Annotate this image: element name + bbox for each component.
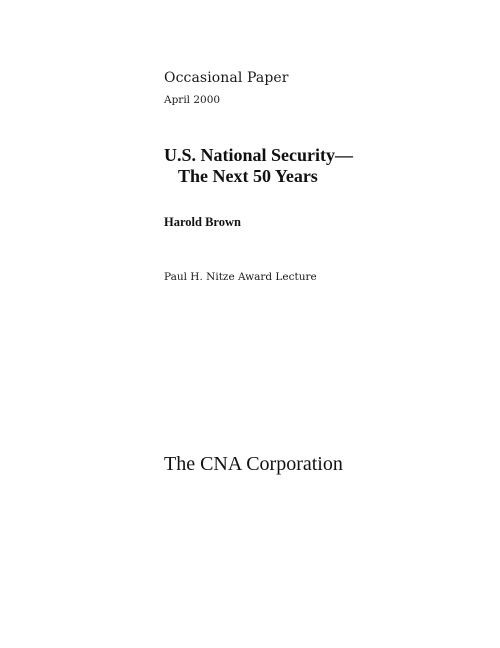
publication-date: April 2000 (164, 94, 221, 106)
series-label: Occasional Paper (164, 70, 289, 86)
lecture-name: Paul H. Nitze Award Lecture (164, 271, 317, 283)
title-line-1: U.S. National Security— (164, 145, 353, 165)
author-name: Harold Brown (164, 215, 241, 229)
publisher-name: The CNA Corporation (164, 453, 343, 475)
title-line-2: The Next 50 Years (178, 166, 318, 186)
document-title (164, 145, 353, 187)
